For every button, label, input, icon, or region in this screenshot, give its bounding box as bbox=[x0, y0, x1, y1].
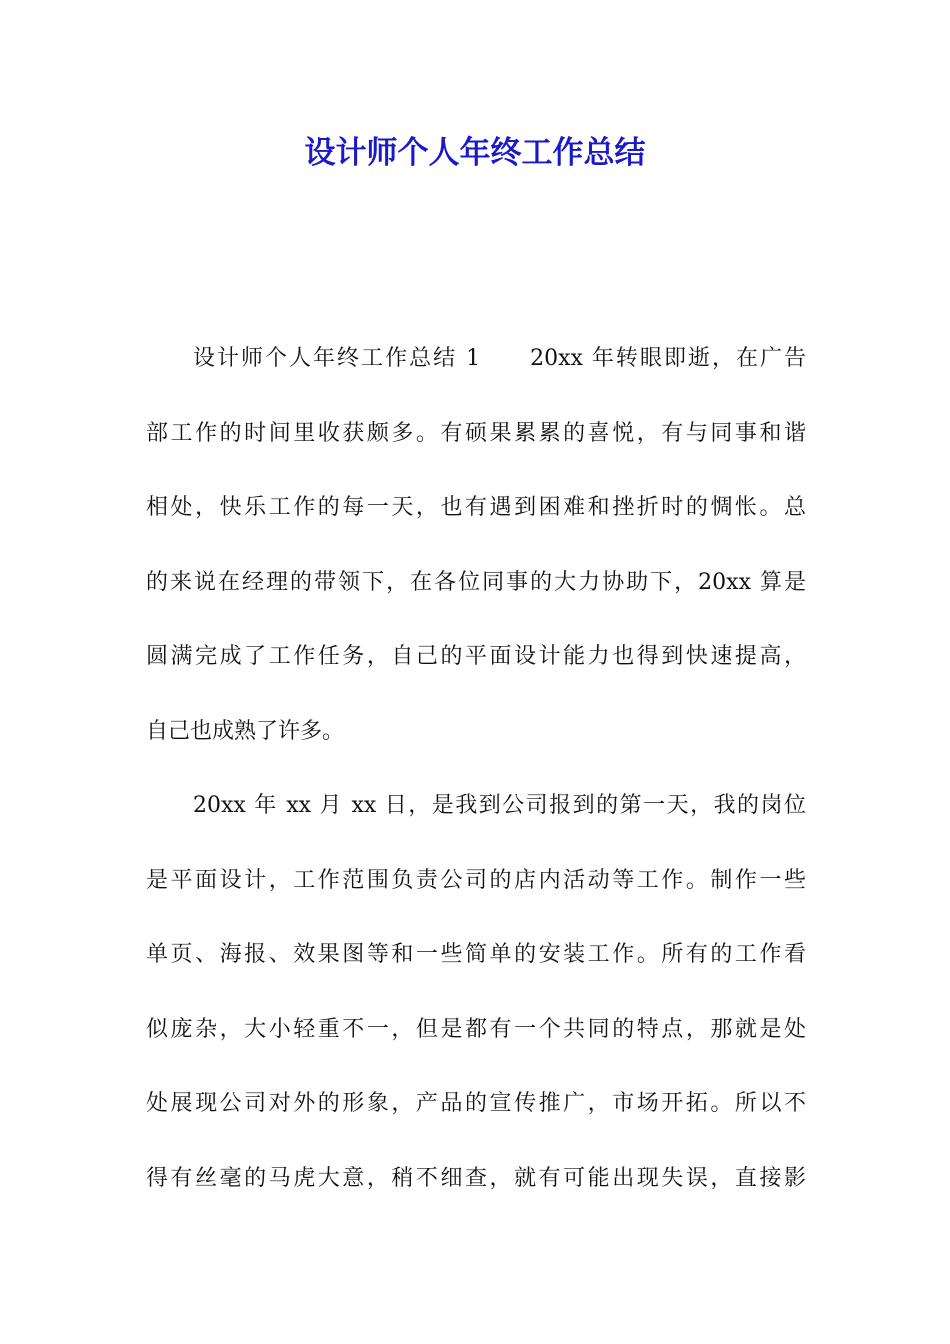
paragraph-2-line-4: 似庞杂，大小轻重不一，但是都有一个共同的特点，那就是处 bbox=[146, 1016, 806, 1042]
paragraph-2-line-1: 20xx 年 xx 月 xx 日，是我到公司报到的第一天，我的岗位 bbox=[193, 793, 806, 818]
paragraph-1-line-5: 圆满完成了工作任务，自己的平面设计能力也得到快速提高， bbox=[146, 644, 806, 669]
paragraph-1-line-4: 的来说在经理的带领下，在各位同事的大力协助下，20xx 算是 bbox=[146, 569, 806, 595]
paragraph-1-line-3: 相处，快乐工作的每一天，也有遇到困难和挫折时的惆怅。总 bbox=[146, 495, 806, 520]
paragraph-1-line-2: 部工作的时间里收获颇多。有硕果累累的喜悦，有与同事和谐 bbox=[146, 420, 806, 446]
paragraph-2-line-3: 单页、海报、效果图等和一些简单的安装工作。所有的工作看 bbox=[146, 942, 806, 967]
paragraph-1-line-1: 设计师个人年终工作总结 1 20xx 年转眼即逝，在广告 bbox=[193, 346, 806, 371]
paragraph-2-line-6: 得有丝毫的马虎大意，稍不细查，就有可能出现失误，直接影 bbox=[146, 1165, 806, 1191]
paragraph-1-line-6: 自己也成熟了许多。 bbox=[146, 718, 345, 744]
paragraph-2-line-2: 是平面设计，工作范围负责公司的店内活动等工作。制作一些 bbox=[146, 867, 806, 893]
paragraph-2-line-5: 处展现公司对外的形象，产品的宣传推广，市场开拓。所以不 bbox=[146, 1091, 806, 1116]
document-body bbox=[146, 334, 806, 1228]
document-title: 设计师个人年终工作总结 bbox=[304, 135, 646, 171]
